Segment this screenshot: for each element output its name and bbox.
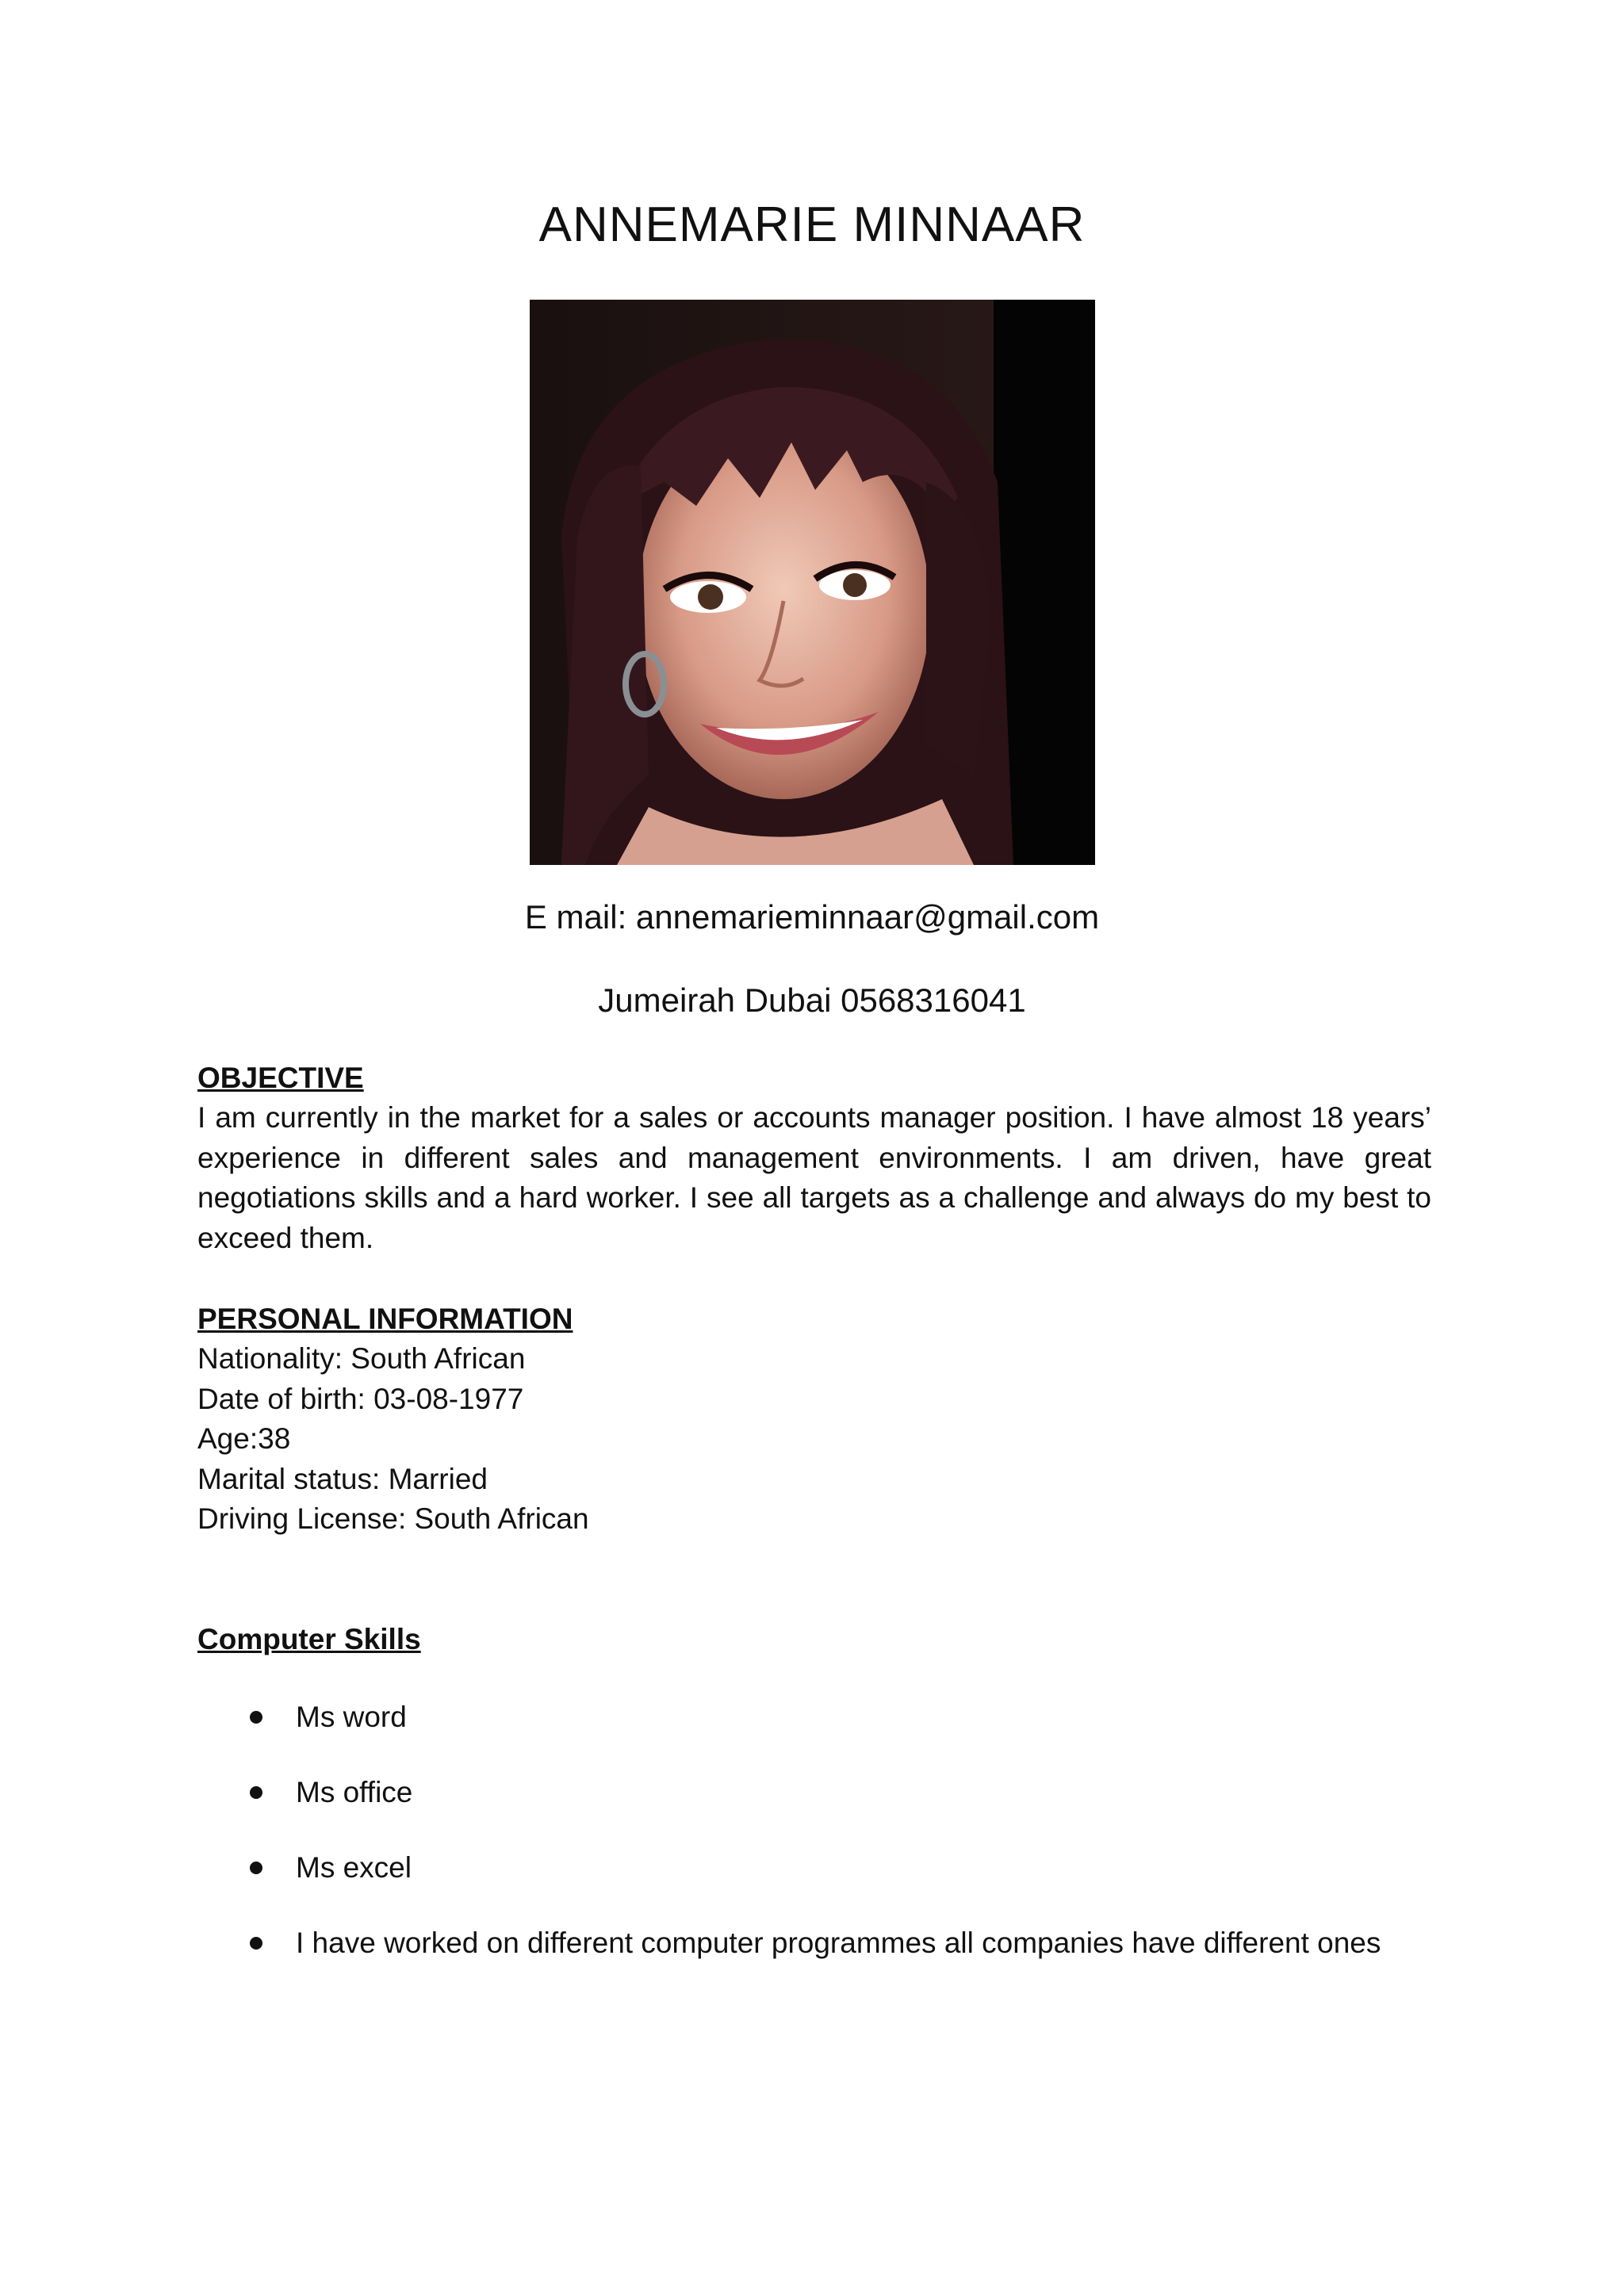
bullet-icon <box>250 1786 262 1799</box>
objective-heading: OBJECTIVE <box>197 1062 364 1094</box>
driving-license-line: Driving License: South African <box>197 1502 589 1535</box>
computer-skills-heading: Computer Skills <box>197 1623 421 1655</box>
bullet-icon <box>250 1711 262 1724</box>
dob-line: Date of birth: 03-08-1977 <box>197 1382 524 1415</box>
email-line: E mail: annemarieminnaar@gmail.com <box>524 898 1100 936</box>
personal-info-section <box>197 1299 1431 1540</box>
objective-section <box>197 1058 1431 1258</box>
skill-text: I have worked on different computer programmes all companies have different ones <box>296 1927 1381 1959</box>
nationality-line: Nationality: South African <box>197 1342 526 1375</box>
list-item <box>197 1697 1431 1773</box>
age-line: Age:38 <box>197 1422 291 1455</box>
bullet-icon <box>250 1862 262 1874</box>
profile-photo <box>530 300 1095 865</box>
skill-text: Ms excel <box>296 1851 412 1884</box>
skill-text: Ms word <box>296 1701 407 1733</box>
personal-info-heading: PERSONAL INFORMATION <box>197 1303 573 1335</box>
location-phone-line: Jumeirah Dubai 0568316041 <box>598 982 1026 1019</box>
candidate-name: ANNEMARIE MINNAAR <box>538 197 1086 252</box>
list-item <box>197 1848 1431 1923</box>
portrait-photo-icon <box>530 300 1095 865</box>
marital-status-line: Marital status: Married <box>197 1462 488 1495</box>
skills-list <box>197 1697 1431 1999</box>
list-item <box>197 1773 1431 1848</box>
skill-text: Ms office <box>296 1776 413 1808</box>
list-item <box>197 1923 1431 1999</box>
computer-skills-section <box>197 1620 1431 1999</box>
objective-text: I am currently in the market for a sales or accounts manager position. I have almost 18 years’ experience in different sales and management environments. I am driven, have great negotiations skills and a hard worker. I see all targets as a challenge and always do my best to exceed them. <box>197 1101 1431 1254</box>
bullet-icon <box>250 1937 262 1950</box>
